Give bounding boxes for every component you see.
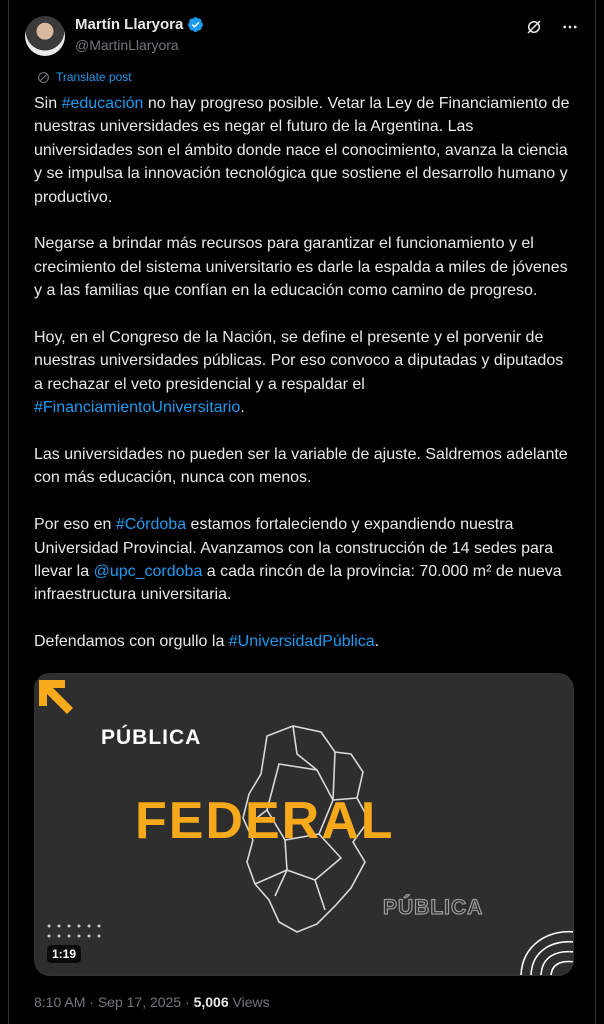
tweet-paragraph [34,232,574,302]
media-word-bottom: PÚBLICA [383,896,484,919]
translate-post-link[interactable] [37,70,132,84]
author-name-row[interactable] [75,16,204,33]
post-date[interactable]: Sep 17, 2025 [97,994,182,1010]
paragraph-text: Sin [34,95,62,112]
paragraph-text: Por eso en [34,516,116,534]
tweet-text [34,92,574,677]
paragraph-text: Las universidades no pueden ser la variable de ajuste. Saldremos adelante con más educación, nunca con menos. [34,446,568,487]
hashtag-link[interactable]: #educación [61,95,144,112]
video-thumbnail [35,674,574,976]
paragraph-text: Negarse a brindar más recursos para garantizar el funcionamiento y el crecimiento del sistema universitario es darle la espalda a miles de jóvenes y a las familias que confían en la educación como camino de progreso. [34,235,568,300]
paragraph-text: . [240,399,245,417]
tweet-paragraph [34,630,574,653]
video-media[interactable] [34,673,574,976]
paragraph-text: no hay progreso posible. Vetar la Ley de Financiamiento de nuestras universidades es negar el futuro de la Argentina. Las universidades son el ámbito donde nace el conocimiento, avanza la ciencia y se impulsa la innovación tecnológica que sostiene el desarrollo humano y productivo. [34,95,570,206]
tweet-paragraph [34,92,574,209]
paragraph-text: . [374,633,380,651]
tweet-meta: 8:10 AM · Sep 17, 2025 · 5,006 Views [34,994,270,1010]
views-count: 5,006 [193,994,229,1010]
author-handle[interactable]: @MartinLlaryora [75,37,179,53]
translate-icon [37,71,50,84]
media-word-top: PÚBLICA [101,726,202,749]
tweet-paragraph [34,326,574,420]
paragraph-text: Hoy, en el Congreso de la Nación, se define el presente y el porvenir de nuestras universidades públicas. Por eso convoco a diputadas y diputados a rechazar el veto presidencial y a respaldar el [34,329,564,393]
video-duration: 1:19 [47,945,81,963]
hashtag-link[interactable]: #FinanciamientoUniversitario [34,399,241,417]
tweet-header [25,14,579,58]
paragraph-text: a cada rincón de la provincia: 70.000 m² de nueva infraestructura universitaria. [34,563,562,604]
author-name[interactable]: Martín Llaryora [75,16,184,33]
tweet-paragraph [34,513,574,607]
tweet-card [8,0,596,1024]
verified-badge-icon [187,16,204,33]
avatar[interactable] [25,16,65,56]
hashtag-link[interactable]: #UniversidadPública [228,633,375,651]
paragraph-text: estamos fortaleciendo y expandiendo nuestra Universidad Provincial. Avanzamos con la construcción de 14 sedes para llevar la [34,516,554,581]
views-label: Views [232,994,270,1010]
media-word-main: FEDERAL [135,792,395,850]
post-time[interactable]: 8:10 AM [34,994,86,1010]
hashtag-link[interactable]: #Córdoba [115,516,187,534]
translate-label[interactable]: Translate post [56,70,132,84]
header-actions [525,18,579,36]
grok-icon[interactable] [525,18,543,36]
mention-link[interactable]: @upc_cordoba [93,563,203,581]
more-options-icon[interactable] [561,18,579,36]
tweet-paragraph [34,443,574,490]
paragraph-text: Defendamos con orgullo la [34,633,229,651]
